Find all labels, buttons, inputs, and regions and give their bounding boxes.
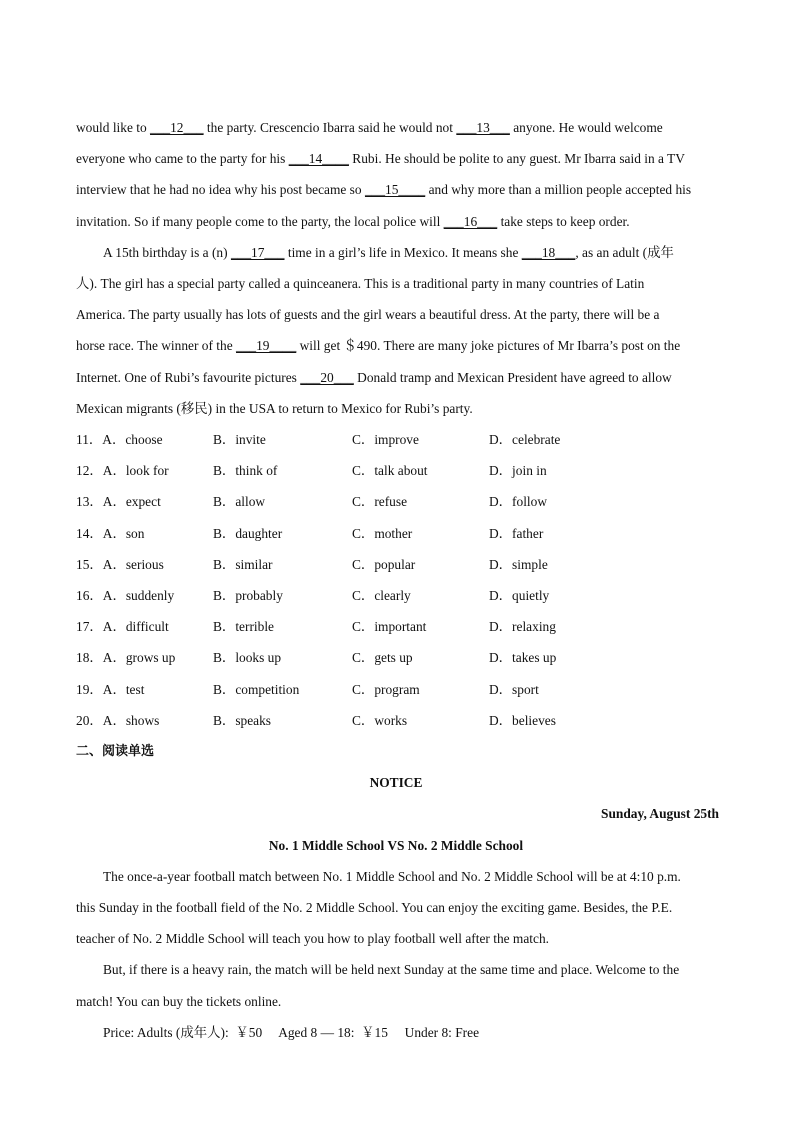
passage-line bbox=[76, 143, 716, 174]
passage-text: the party. Crescencio Ibarra said he would not bbox=[203, 120, 457, 135]
option-a[interactable]: 19．A．test bbox=[76, 681, 145, 697]
option-b[interactable]: B．invite bbox=[213, 432, 266, 448]
option-c[interactable]: C．gets up bbox=[352, 650, 413, 666]
option-a[interactable]: 17．A．difficult bbox=[76, 619, 169, 635]
notice-paragraph-line: this Sunday in the football field of the No. 2 Middle School. You can enjoy the exciting game. Besides, the P.E. bbox=[76, 899, 673, 915]
option-b[interactable]: B．terrible bbox=[213, 619, 274, 635]
blank-17: ___17___ bbox=[230, 244, 285, 260]
option-d[interactable]: D．quietly bbox=[489, 587, 550, 603]
blank-14: ___14____ bbox=[288, 151, 349, 167]
passage-text: would like to bbox=[76, 120, 151, 135]
question-options bbox=[76, 518, 716, 549]
notice-date: Sunday, August 25th bbox=[601, 806, 719, 822]
notice-price: Price: Adults (成年人): ￥50 Aged 8 — 18: ￥15 Under 8: Free bbox=[103, 1024, 480, 1040]
question-options bbox=[76, 549, 716, 580]
passage-line bbox=[76, 112, 716, 143]
passage-line bbox=[76, 206, 716, 237]
option-d[interactable]: D．simple bbox=[489, 556, 548, 572]
question-options bbox=[76, 486, 716, 517]
option-a[interactable]: 13．A．expect bbox=[76, 494, 161, 510]
passage-text: Internet. One of Rubi’s favourite pictures bbox=[76, 369, 301, 385]
option-d[interactable]: D．sport bbox=[489, 681, 539, 697]
notice-paragraph-line: teacher of No. 2 Middle School will teach you how to play football well after the match. bbox=[76, 931, 550, 947]
option-d[interactable]: D．follow bbox=[489, 494, 548, 510]
option-c[interactable]: C．program bbox=[352, 681, 420, 697]
passage-text: invitation. So if many people come to the party, the local police will bbox=[76, 213, 444, 229]
notice-paragraph-line: But, if there is a heavy rain, the match will be held next Sunday at the same time and place. Welcome to the bbox=[103, 962, 680, 978]
passage-text: interview that he had no idea why his post became so bbox=[76, 182, 365, 198]
passage-text: A 15th birthday is a (n) bbox=[103, 244, 231, 260]
option-a[interactable]: 12．A．look for bbox=[76, 463, 169, 479]
passage-text: , as an adult (成年 bbox=[575, 244, 674, 260]
option-d[interactable]: D．father bbox=[489, 525, 544, 541]
question-options bbox=[76, 611, 716, 642]
blank-15: ___15____ bbox=[364, 182, 426, 198]
option-b[interactable]: B．speaks bbox=[213, 712, 272, 728]
question-options bbox=[76, 455, 716, 486]
passage-text: Donald tramp and Mexican President have agreed to allow bbox=[353, 369, 672, 385]
question-options bbox=[76, 580, 716, 611]
option-c[interactable]: C．clearly bbox=[352, 587, 411, 603]
option-c[interactable]: C．popular bbox=[352, 556, 416, 572]
option-c[interactable]: C．important bbox=[352, 619, 427, 635]
option-d[interactable]: D．takes up bbox=[489, 650, 557, 666]
option-b[interactable]: B．similar bbox=[213, 556, 273, 572]
options-list bbox=[76, 424, 716, 736]
option-b[interactable]: B．competition bbox=[213, 681, 300, 697]
passage-line bbox=[76, 174, 716, 205]
option-d[interactable]: D．relaxing bbox=[489, 619, 556, 635]
question-options bbox=[76, 705, 716, 736]
option-b[interactable]: B．think of bbox=[213, 463, 278, 479]
option-d[interactable]: D．celebrate bbox=[489, 432, 561, 448]
notice-paragraph-line: match! You can buy the tickets online. bbox=[76, 993, 282, 1009]
passage-text: and why more than a million people accepted his bbox=[425, 182, 692, 198]
option-b[interactable]: B．looks up bbox=[213, 650, 282, 666]
blank-20: ___20___ bbox=[300, 369, 354, 385]
passage-text: will get ＄490. There are many joke pictures of Mr Ibarra’s post on the bbox=[296, 338, 681, 354]
option-a[interactable]: 15．A．serious bbox=[76, 556, 164, 572]
question-options bbox=[76, 674, 716, 705]
option-b[interactable]: B．allow bbox=[213, 494, 266, 510]
option-c[interactable]: C．refuse bbox=[352, 494, 408, 510]
blank-18: ___18___ bbox=[521, 244, 576, 260]
option-a[interactable]: 16．A．suddenly bbox=[76, 587, 175, 603]
passage-line bbox=[76, 237, 716, 268]
blank-12: ___12___ bbox=[150, 120, 204, 135]
blank-13: ___13___ bbox=[456, 120, 510, 135]
blank-16: ___16___ bbox=[443, 213, 498, 229]
passage-text: anyone. He would welcome bbox=[509, 120, 663, 135]
question-options bbox=[76, 424, 716, 455]
worksheet-page bbox=[76, 112, 719, 1048]
option-c[interactable]: C．improve bbox=[352, 432, 419, 448]
option-b[interactable]: B．daughter bbox=[213, 525, 283, 541]
option-c[interactable]: C．talk about bbox=[352, 463, 428, 479]
passage-text: time in a girl’s life in Mexico. It means she bbox=[284, 244, 522, 260]
option-a[interactable]: 20．A．shows bbox=[76, 712, 160, 728]
passage-text: Rubi. He should be polite to any guest. Mr Ibarra said in a TV bbox=[348, 151, 685, 167]
passage-line bbox=[76, 330, 716, 361]
passage-text: take steps to keep order. bbox=[497, 213, 630, 229]
option-b[interactable]: B．probably bbox=[213, 587, 283, 603]
option-c[interactable]: C．works bbox=[352, 712, 408, 728]
option-a[interactable]: 18．A．grows up bbox=[76, 650, 176, 666]
notice-paragraph-line: The once-a-year football match between No. 1 Middle School and No. 2 Middle School will be at 4:10 p.m. bbox=[103, 868, 681, 884]
passage-text: horse race. The winner of the bbox=[76, 338, 237, 354]
blank-19: ___19____ bbox=[236, 338, 297, 354]
option-a[interactable]: 14．A．son bbox=[76, 525, 145, 541]
passage-line: 人). The girl has a special party called a quinceanera. This is a traditional party in many countries of Latin bbox=[76, 276, 645, 292]
option-a[interactable]: 11．A．choose bbox=[76, 432, 163, 448]
passage-line: America. The party usually has lots of guests and the girl wears a beautiful dress. At the party, there will be a bbox=[76, 307, 660, 323]
passage-line: Mexican migrants (移民) in the USA to return to Mexico for Rubi’s party. bbox=[76, 400, 473, 416]
passage-line bbox=[76, 362, 716, 393]
question-options bbox=[76, 642, 716, 673]
option-c[interactable]: C．mother bbox=[352, 525, 413, 541]
option-d[interactable]: D．believes bbox=[489, 712, 556, 728]
notice-match-heading: No. 1 Middle School VS No. 2 Middle School bbox=[268, 837, 524, 853]
passage-text: everyone who came to the party for his bbox=[76, 151, 289, 167]
option-d[interactable]: D．join in bbox=[489, 463, 547, 479]
notice-title: NOTICE bbox=[369, 775, 423, 791]
section-heading: 二、阅读单选 bbox=[76, 743, 155, 759]
